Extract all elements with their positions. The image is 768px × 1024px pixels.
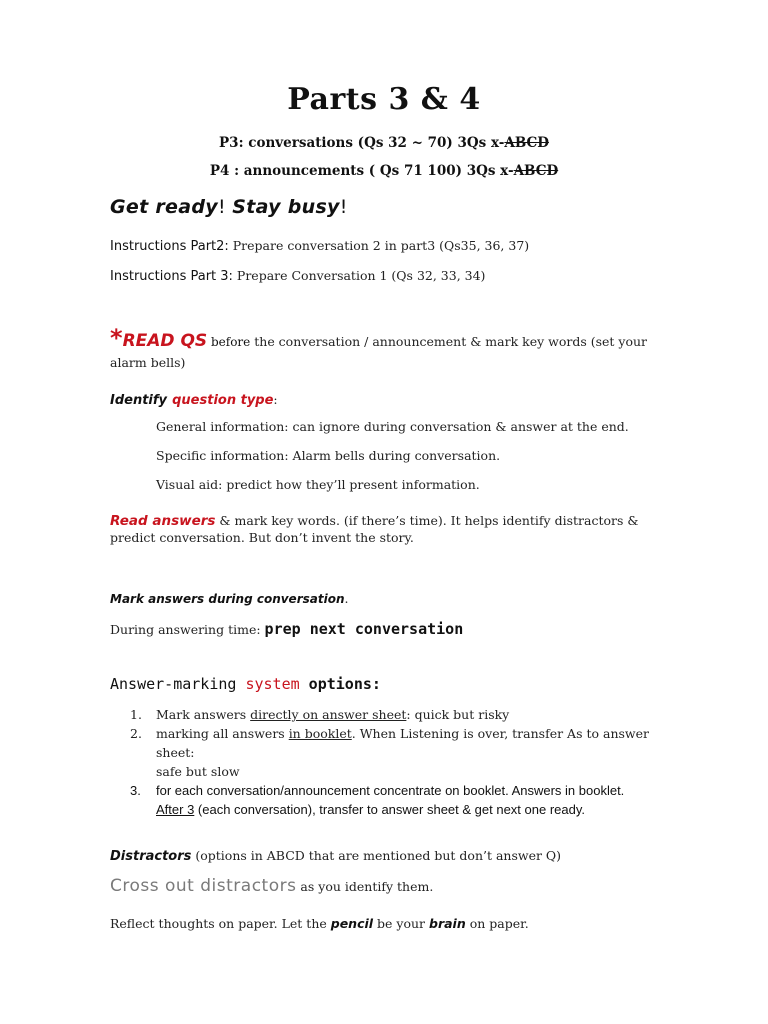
- identify-label: Identify: [110, 393, 168, 408]
- mark-during-heading: [110, 588, 348, 607]
- instructions-part2-label: Instructions Part2:: [110, 239, 229, 254]
- qtype-specific: Specific information: Alarm bells during conversation.: [156, 448, 501, 463]
- option-underlined: After 3: [156, 802, 195, 817]
- cross-out-line: [110, 876, 433, 896]
- option-item-3: [130, 781, 670, 819]
- option-text: for each conversation/announcement concentrate on booklet. Answers in booklet.: [156, 783, 625, 798]
- distractors-label: Distractors: [110, 849, 192, 864]
- identify-heading: [110, 389, 278, 408]
- pencil-word: pencil: [330, 916, 374, 931]
- answer-marking-heading: [110, 675, 381, 693]
- page-title: Parts 3 & 4: [287, 82, 481, 117]
- qtype-general: General information: can ignore during conversation & answer at the end.: [156, 419, 629, 434]
- read-qs-star: *: [110, 324, 123, 352]
- qtype-visual: Visual aid: predict how they’ll present information.: [156, 477, 480, 492]
- instructions-part3-label: Instructions Part 3:: [110, 269, 233, 284]
- brain-word: brain: [429, 916, 466, 931]
- get-ready-text: Get ready: [110, 196, 218, 218]
- distractors-line: [110, 845, 561, 864]
- option-underlined: in booklet: [288, 726, 352, 741]
- get-ready-bang: !: [217, 196, 233, 218]
- option-item-2: [130, 724, 670, 781]
- cross-out-label: Cross out distractors: [110, 876, 297, 896]
- reflect-line: [110, 913, 529, 932]
- answering-time-value: prep next conversation: [264, 620, 464, 638]
- get-ready-heading: [110, 196, 348, 218]
- option-number: 1.: [130, 707, 142, 722]
- read-answers-text: & mark key words. (if there’s time). It helps identify distractors &: [215, 513, 639, 528]
- read-qs-text: the conversation / announcement & mark key words (set your: [250, 334, 648, 349]
- read-answers-line: [110, 510, 639, 529]
- read-qs-line2: alarm bells): [110, 355, 186, 370]
- identify-colon: :: [273, 392, 278, 407]
- option-text: Mark answers: [156, 707, 251, 722]
- read-qs-label: READ QS: [122, 331, 208, 351]
- part3-line: [0, 135, 768, 151]
- stay-busy-bang: !: [339, 196, 348, 218]
- instructions-part3-text: Prepare Conversation 1 (Qs 32, 33, 34): [232, 268, 486, 283]
- cross-out-text: as you identify them.: [296, 879, 434, 894]
- options-text: options:: [299, 675, 381, 693]
- option-text-post: (each conversation), transfer to answer sheet & get next one ready.: [194, 802, 585, 817]
- options-list: [130, 705, 670, 819]
- reflect-text-post: on paper.: [465, 916, 529, 931]
- option-number: 3.: [130, 783, 141, 798]
- option-text-post: : quick but risky: [406, 707, 510, 722]
- part4-line: [0, 163, 768, 179]
- part4-label: P4 : announcements ( Qs 71 100) 3Qs x-: [209, 163, 514, 179]
- read-qs-before: before: [207, 335, 251, 349]
- answering-time-label: During answering time:: [110, 622, 265, 637]
- part3-label: P3: conversations (Qs 32 ~ 70) 3Qs x-: [219, 135, 505, 151]
- question-type-label: question type: [172, 393, 274, 408]
- reflect-text-mid: be your: [373, 916, 429, 931]
- answering-time-line: [110, 619, 463, 638]
- option-text-line2: safe but slow: [156, 764, 240, 779]
- instructions-part2-text: Prepare conversation 2 in part3 (Qs35, 36, 37): [228, 238, 530, 253]
- instructions-part3: [110, 265, 485, 284]
- mark-during-dot: .: [344, 591, 349, 606]
- read-answers-label: Read answers: [110, 513, 216, 529]
- read-answers-line2: predict conversation. But don’t invent the story.: [110, 530, 414, 545]
- option-text: marking all answers: [156, 726, 289, 741]
- distractors-text: (options in ABCD that are mentioned but don’t answer Q): [191, 848, 562, 863]
- option-underlined: directly on answer sheet: [250, 707, 407, 722]
- part3-format: ABCD: [504, 135, 549, 151]
- mark-during-label: Mark answers during conversation: [110, 592, 345, 606]
- instructions-part2: [110, 235, 529, 254]
- option-item-1: [130, 705, 670, 724]
- stay-busy-text: Stay busy: [232, 196, 340, 218]
- reflect-text: Reflect thoughts on paper. Let the: [110, 916, 331, 931]
- answer-marking-text: Answer-marking: [110, 675, 246, 693]
- read-qs-line: [110, 324, 647, 352]
- part4-format: ABCD: [513, 163, 559, 179]
- system-text: system: [245, 675, 300, 693]
- option-number: 2.: [130, 726, 142, 741]
- option-text-post: . When Listening is over, transfer As to answer sheet:: [156, 726, 649, 760]
